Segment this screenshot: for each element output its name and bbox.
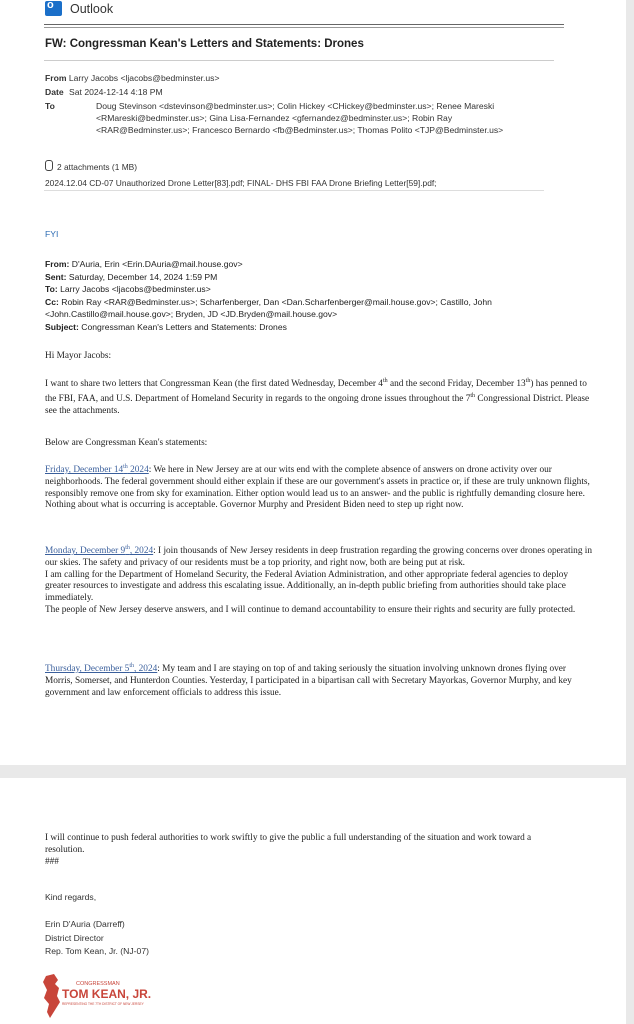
statement-date-dec-14 <box>45 465 149 475</box>
s3-date-b: , 2024 <box>134 664 158 675</box>
fwd-sent-label: Sent: <box>45 271 67 282</box>
intro-sup-1: th <box>382 378 388 384</box>
greeting: Hi Mayor Jacobs: <box>45 351 112 361</box>
to-line-1: Doug Stevinson <dstevinson@bedminster.us>; Colin Hickey <CHickey@bedminster.us>; Renee Mareski <box>96 101 495 111</box>
attachments[interactable] <box>45 160 437 189</box>
fwd-from-value: D'Auria, Erin <Erin.DAuria@mail.house.gov> <box>69 259 243 269</box>
fwd-subject-value: Congressman Kean's Letters and Statements: Drones <box>78 321 287 332</box>
app-name: Outlook <box>70 1 114 16</box>
fyi-text: FYI <box>45 229 59 239</box>
signature-block <box>45 891 149 959</box>
header-divider-secondary <box>44 27 564 28</box>
new-jersey-shape-icon <box>43 974 60 1018</box>
intro-part-b: and the second Friday, December 13 <box>387 379 526 390</box>
s1-date-a: Friday, December 14 <box>45 465 124 476</box>
intro-part-c: ) has penned to the FBI, FAA, and U.S. Department of Homeland Security in regards to the ongoing drone issues throughout the 7 <box>45 379 587 404</box>
statement-date-dec-9 <box>45 546 153 556</box>
to-line-3: <RAR@Bedminster.us>; Francesco Bernardo <fb@Bedminster.us>; Thomas Polito <TJP@Bedminster.us> <box>96 125 504 136</box>
attachments-files[interactable]: 2024.12.04 CD-07 Unauthorized Drone Letter[83].pdf; FINAL- DHS FBI FAA Drone Briefing Letter[59].pdf; <box>45 178 437 188</box>
statement-dec-9 <box>45 543 593 617</box>
fwd-sent-value: Saturday, December 14, 2024 1:59 PM <box>66 271 218 282</box>
fwd-cc-label: Cc: <box>45 296 59 307</box>
fwd-to-label: To: <box>45 284 58 295</box>
s2-date-sup: th <box>125 545 130 551</box>
s3-date-sup: th <box>129 663 134 669</box>
s1-text-2: Nothing about what is occurring is acceptable. Governor Murphy and President Biden need to step up right now. <box>45 500 464 511</box>
s1-date-b: 2024 <box>127 465 149 476</box>
from-row <box>45 72 219 84</box>
statement-date-dec-5 <box>45 664 157 674</box>
s1-text: : We here in New Jersey are at our wits end with the complete absence of answers on drone activity over our neighborhoods. The federal government should either explain if these are our government's assets in practice or, if these are truly unknown flights, responsibly remove one from sky for examination. Either option would lead us to an answer- and the public is rightfully demanding closure here. <box>45 465 590 499</box>
intro-sup-2: th <box>525 378 531 384</box>
to-label: To <box>45 101 55 111</box>
intro-sup-3: th <box>470 392 476 399</box>
intro-part-d: Congressional District. Please see the attachments. <box>45 393 590 416</box>
date-value: Sat 2024-12-14 4:18 PM <box>69 87 163 97</box>
s2-text-2: I am calling for the Department of Homeland Security, the Federal Aviation Administration, and other appropriate federal agencies to deploy greater resources to investigate and address this escalating issue. Additionally, an in-depth public briefing from authorities should take place immediately. <box>45 569 569 604</box>
s3-text: : My team and I are staying on top of and taking seriously the situation involving unknown drones flying over Morris, Somerset, and Hunterdon Counties. Yesterday, I participated in a bipartisan call with Secretary Mayorkas, Governor Murphy, and key government and law enforcement officials to address this issue. <box>45 664 572 698</box>
signature-office: Rep. Tom Kean, Jr. (NJ-07) <box>45 946 149 957</box>
intro-paragraph <box>45 376 593 418</box>
s2-date-b: , 2024 <box>129 546 154 557</box>
to-recipients <box>96 100 616 137</box>
paperclip-icon <box>45 160 53 171</box>
closing-text: I will continue to push federal authorities to work swiftly to give the public a full understanding of the situation and work toward a resolution. <box>45 833 532 855</box>
s2-text-3: The people of New Jersey deserve answers, and I will continue to demand accountability to ensure their rights and security are fully protected. <box>45 605 576 616</box>
fwd-subject-label: Subject: <box>45 321 79 332</box>
congressman-logo <box>40 972 170 1020</box>
forwarded-header <box>45 258 605 334</box>
signature-name: Erin D'Auria (Darreff) <box>45 918 125 929</box>
signature-regards: Kind regards, <box>45 892 97 902</box>
from-value: Larry Jacobs <ljacobs@bedminster.us> <box>68 73 220 83</box>
intro-part-a: I want to share two letters that Congressman Kean (the first dated Wednesday, December 4 <box>45 379 383 390</box>
s2-date-a: Monday, December 9 <box>45 546 126 557</box>
header-divider <box>44 24 564 25</box>
logo-name: TOM KEAN, JR. <box>62 987 152 1001</box>
statement-dec-5 <box>45 661 593 699</box>
date-row <box>45 86 163 98</box>
fwd-from-label: From: <box>45 259 70 269</box>
app-header <box>45 1 113 16</box>
fwd-cc-line-1: Robin Ray <RAR@Bedminster.us>; Scharfenberger, Dan <Dan.Scharfenberger@mail.house.gov>; Castillo, John <box>58 296 492 307</box>
fwd-cc-line-2: <John.Castillo@mail.house.gov>; Bryden, JD <JD.Bryden@mail.house.gov> <box>45 309 338 320</box>
signature-title: District Director <box>45 932 104 943</box>
logo-tagline: REPRESENTING THE 7TH DISTRICT OF NEW JERSEY <box>62 1002 144 1006</box>
statement-dec-14 <box>45 462 593 512</box>
s1-date-sup: th <box>123 464 128 470</box>
attachments-summary: 2 attachments (1 MB) <box>57 162 138 172</box>
statements-intro: Below are Congressman Kean's statements: <box>45 438 208 448</box>
from-label: From <box>45 73 67 83</box>
closing-paragraph <box>45 833 565 868</box>
s2-text: : I join thousands of New Jersey residents in deep frustration regarding the growing concerns over drones operating in our skies. The safety and privacy of our residents must be a top priority, and right now, both are being put at risk. <box>45 546 593 568</box>
to-line-2: <RMareski@bedminster.us>; Gina Lisa-Fernandez <gfernandez@bedminster.us>; Robin Ray <box>96 113 453 124</box>
email-subject: FW: Congressman Kean's Letters and Statements: Drones <box>45 38 364 50</box>
fwd-to-value: Larry Jacobs <ljacobs@bedminster.us> <box>57 284 211 295</box>
subject-divider <box>44 60 554 61</box>
s3-date-a: Thursday, December 5 <box>45 664 130 675</box>
attachments-divider <box>44 190 544 191</box>
date-label: Date <box>45 87 64 97</box>
logo-small-text: CONGRESSMAN <box>76 981 120 987</box>
closing-hashes: ### <box>45 856 59 867</box>
outlook-icon <box>45 1 62 16</box>
